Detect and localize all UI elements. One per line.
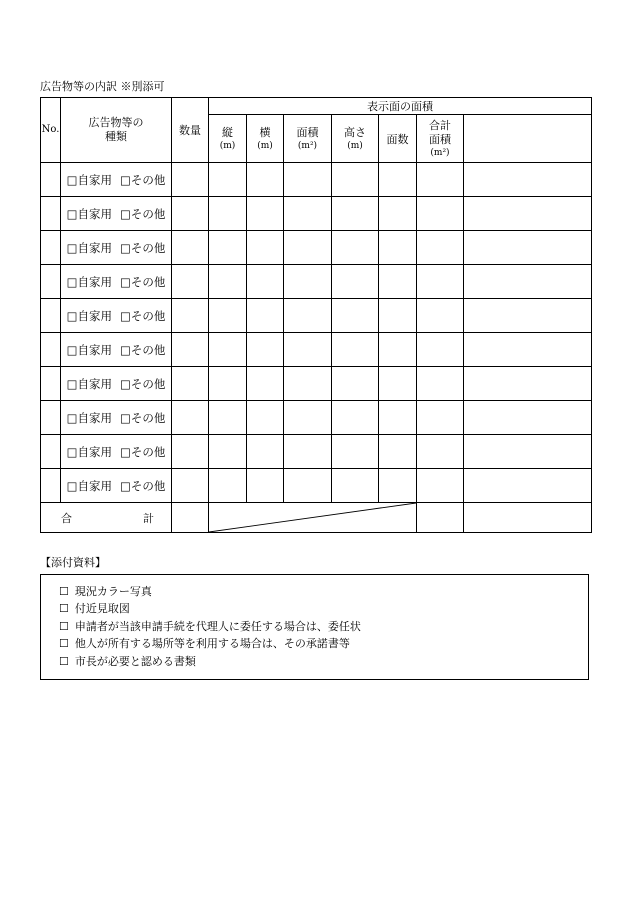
table-row	[41, 401, 592, 435]
cell-total-area[interactable]	[417, 401, 464, 435]
cell-elevation[interactable]	[332, 299, 379, 333]
cell-total-area[interactable]	[417, 265, 464, 299]
cell-height[interactable]	[209, 333, 247, 367]
attachment-label: 付近見取図	[74, 602, 130, 616]
cell-total-area[interactable]	[417, 197, 464, 231]
header-total-area	[417, 115, 464, 163]
header-total-line2: 面積	[429, 132, 451, 146]
cell-content[interactable]	[464, 367, 592, 401]
cell-faces[interactable]	[379, 299, 417, 333]
attachment-label: 市長が必要と認める書類	[74, 654, 196, 668]
cell-no[interactable]	[41, 197, 61, 231]
header-width-label: 横	[259, 125, 271, 139]
total-label-right: 計	[143, 512, 154, 525]
cell-width[interactable]	[247, 367, 284, 401]
option-private-use[interactable]: □自家用	[66, 478, 112, 493]
checkbox[interactable]: ☐	[59, 637, 69, 651]
cell-faces[interactable]	[379, 163, 417, 197]
option-other[interactable]: □その他	[120, 274, 166, 289]
header-elevation-unit: (m)	[347, 140, 363, 151]
total-label	[41, 503, 172, 533]
option-other[interactable]: □その他	[120, 478, 166, 493]
cell-width[interactable]	[247, 231, 284, 265]
option-private-use[interactable]: □自家用	[66, 240, 112, 255]
cell-elevation[interactable]	[332, 197, 379, 231]
cell-elevation[interactable]	[332, 401, 379, 435]
checkbox[interactable]: ☐	[59, 602, 69, 616]
cell-no[interactable]	[41, 231, 61, 265]
cell-quantity[interactable]	[172, 435, 209, 469]
option-private-use[interactable]: □自家用	[66, 444, 112, 459]
cell-type	[61, 163, 172, 197]
option-private-use[interactable]: □自家用	[66, 206, 112, 221]
cell-height[interactable]	[209, 197, 247, 231]
attachment-label: 現況カラー写真	[74, 585, 152, 598]
cell-quantity[interactable]	[172, 231, 209, 265]
cell-no[interactable]	[41, 163, 61, 197]
cell-elevation[interactable]	[332, 469, 379, 503]
cell-faces[interactable]	[379, 401, 417, 435]
cell-type	[61, 333, 172, 367]
cell-content[interactable]	[464, 197, 592, 231]
cell-area[interactable]	[284, 333, 332, 367]
header-width-unit: (m)	[257, 140, 273, 151]
cell-total-area[interactable]	[417, 469, 464, 503]
list-item	[59, 600, 588, 617]
header-quantity: 数量	[172, 98, 209, 163]
cell-height[interactable]	[209, 163, 247, 197]
list-item	[59, 653, 588, 670]
cell-content[interactable]	[464, 469, 592, 503]
cell-area[interactable]	[284, 231, 332, 265]
header-type-line2: 種類	[105, 130, 127, 143]
cell-height[interactable]	[209, 265, 247, 299]
cell-no[interactable]	[41, 401, 61, 435]
option-other[interactable]: □その他	[120, 172, 166, 187]
cell-height[interactable]	[209, 299, 247, 333]
total-label-left: 合	[61, 512, 72, 525]
table-row	[41, 299, 592, 333]
cell-elevation[interactable]	[332, 163, 379, 197]
checkbox[interactable]: ☐	[59, 585, 69, 598]
header-type	[61, 98, 172, 163]
cell-faces[interactable]	[379, 265, 417, 299]
cell-area[interactable]	[284, 265, 332, 299]
cell-quantity[interactable]	[172, 265, 209, 299]
table-row	[41, 265, 592, 299]
option-private-use[interactable]: □自家用	[66, 172, 112, 187]
diagonal-line	[209, 503, 416, 532]
cell-elevation[interactable]	[332, 231, 379, 265]
cell-area[interactable]	[284, 435, 332, 469]
header-faces: 面数	[379, 115, 417, 163]
cell-area[interactable]	[284, 163, 332, 197]
cell-total-area[interactable]	[417, 163, 464, 197]
cell-total-quantity[interactable]	[172, 503, 209, 533]
list-item	[59, 635, 588, 652]
cell-type	[61, 435, 172, 469]
cell-total-area[interactable]	[417, 299, 464, 333]
cell-width[interactable]	[247, 299, 284, 333]
cell-elevation[interactable]	[332, 265, 379, 299]
cell-width[interactable]	[247, 469, 284, 503]
header-area-label: 面積	[296, 125, 319, 139]
cell-content[interactable]	[464, 401, 592, 435]
header-total-unit: (m²)	[430, 147, 450, 158]
table-row	[41, 367, 592, 401]
cell-type	[61, 265, 172, 299]
header-display-area: 表示面の面積	[209, 98, 592, 115]
cell-area[interactable]	[284, 367, 332, 401]
cell-height[interactable]	[209, 435, 247, 469]
option-private-use[interactable]: □自家用	[66, 410, 112, 425]
cell-quantity[interactable]	[172, 197, 209, 231]
cell-height[interactable]	[209, 469, 247, 503]
option-private-use[interactable]: □自家用	[66, 342, 112, 357]
cell-total-content[interactable]	[464, 503, 592, 533]
cell-no[interactable]	[41, 469, 61, 503]
cell-type	[61, 299, 172, 333]
cell-content[interactable]	[464, 163, 592, 197]
cell-content[interactable]	[464, 299, 592, 333]
header-height-label: 縦	[222, 125, 233, 139]
cell-type	[61, 469, 172, 503]
cell-total-area[interactable]	[417, 367, 464, 401]
cell-type	[61, 367, 172, 401]
header-type-line1: 広告物等の	[88, 116, 144, 129]
option-other[interactable]: □その他	[120, 444, 166, 459]
cell-area[interactable]	[284, 401, 332, 435]
header-height	[209, 115, 247, 163]
cell-quantity[interactable]	[172, 469, 209, 503]
cell-width[interactable]	[247, 333, 284, 367]
cell-total-area[interactable]	[417, 333, 464, 367]
cell-height[interactable]	[209, 401, 247, 435]
cell-total-area[interactable]	[417, 231, 464, 265]
cell-content[interactable]	[464, 265, 592, 299]
cell-quantity[interactable]	[172, 367, 209, 401]
option-other[interactable]: □その他	[120, 410, 166, 425]
checkbox[interactable]: ☐	[59, 654, 69, 668]
cell-no[interactable]	[41, 333, 61, 367]
cell-area[interactable]	[284, 469, 332, 503]
table-row	[41, 163, 592, 197]
attachment-label: 他人が所有する場所等を利用する場合は、その承諾書等	[74, 637, 350, 651]
cell-no[interactable]	[41, 435, 61, 469]
header-elevation	[332, 115, 379, 163]
attachments-list	[41, 575, 588, 670]
cell-elevation[interactable]	[332, 435, 379, 469]
option-private-use[interactable]: □自家用	[66, 308, 112, 323]
cell-area[interactable]	[284, 197, 332, 231]
cell-no[interactable]	[41, 299, 61, 333]
option-other[interactable]: □その他	[120, 342, 166, 357]
cell-faces[interactable]	[379, 367, 417, 401]
cell-faces[interactable]	[379, 197, 417, 231]
cell-content[interactable]	[464, 231, 592, 265]
header-total-line1: 合計	[429, 118, 451, 132]
cell-quantity[interactable]	[172, 401, 209, 435]
cell-quantity[interactable]	[172, 299, 209, 333]
cell-width[interactable]	[247, 401, 284, 435]
cell-height[interactable]	[209, 231, 247, 265]
list-item	[59, 618, 588, 635]
cell-no[interactable]	[41, 265, 61, 299]
option-other[interactable]: □その他	[120, 308, 166, 323]
cell-elevation[interactable]	[332, 333, 379, 367]
table-row	[41, 435, 592, 469]
cell-width[interactable]	[247, 435, 284, 469]
cell-grand-total-area[interactable]	[417, 503, 464, 533]
table-row	[41, 469, 592, 503]
cell-area[interactable]	[284, 299, 332, 333]
option-private-use[interactable]: □自家用	[66, 376, 112, 391]
cell-no[interactable]	[41, 367, 61, 401]
header-width	[247, 115, 284, 163]
section-title: 広告物等の内訳 ※別添可	[40, 80, 165, 93]
cell-faces[interactable]	[379, 231, 417, 265]
header-area-unit: (m²)	[297, 140, 318, 151]
header-height-unit: (m)	[219, 140, 236, 151]
table-row	[41, 197, 592, 231]
option-private-use[interactable]: □自家用	[66, 274, 112, 289]
header-area	[284, 115, 332, 163]
cell-content[interactable]	[464, 435, 592, 469]
cell-type	[61, 401, 172, 435]
attachments-title: 【添付資料】	[40, 556, 106, 569]
cell-elevation[interactable]	[332, 367, 379, 401]
list-item	[59, 583, 588, 600]
cell-type	[61, 231, 172, 265]
option-other[interactable]: □その他	[120, 240, 166, 255]
total-row	[41, 503, 592, 533]
header-elevation-label: 高さ	[344, 125, 366, 139]
cell-faces[interactable]	[379, 469, 417, 503]
table-row	[41, 333, 592, 367]
cell-width[interactable]	[247, 163, 284, 197]
cell-quantity[interactable]	[172, 163, 209, 197]
checkbox[interactable]: ☐	[59, 619, 69, 633]
header-no: No.	[41, 98, 61, 163]
cell-faces[interactable]	[379, 435, 417, 469]
attachment-label: 申請者が当該申請手続を代理人に委任する場合は、委任状	[74, 619, 361, 633]
cell-type	[61, 197, 172, 231]
option-other[interactable]: □その他	[120, 206, 166, 221]
cell-quantity[interactable]	[172, 333, 209, 367]
advertisement-breakdown-table	[40, 97, 592, 533]
cell-total-area[interactable]	[417, 435, 464, 469]
cell-width[interactable]	[247, 265, 284, 299]
cell-width[interactable]	[247, 197, 284, 231]
diagonal-struck-cell	[209, 503, 417, 533]
cell-faces[interactable]	[379, 333, 417, 367]
cell-height[interactable]	[209, 367, 247, 401]
table-row	[41, 231, 592, 265]
option-other[interactable]: □その他	[120, 376, 166, 391]
cell-content[interactable]	[464, 333, 592, 367]
attachments-box	[40, 574, 589, 680]
